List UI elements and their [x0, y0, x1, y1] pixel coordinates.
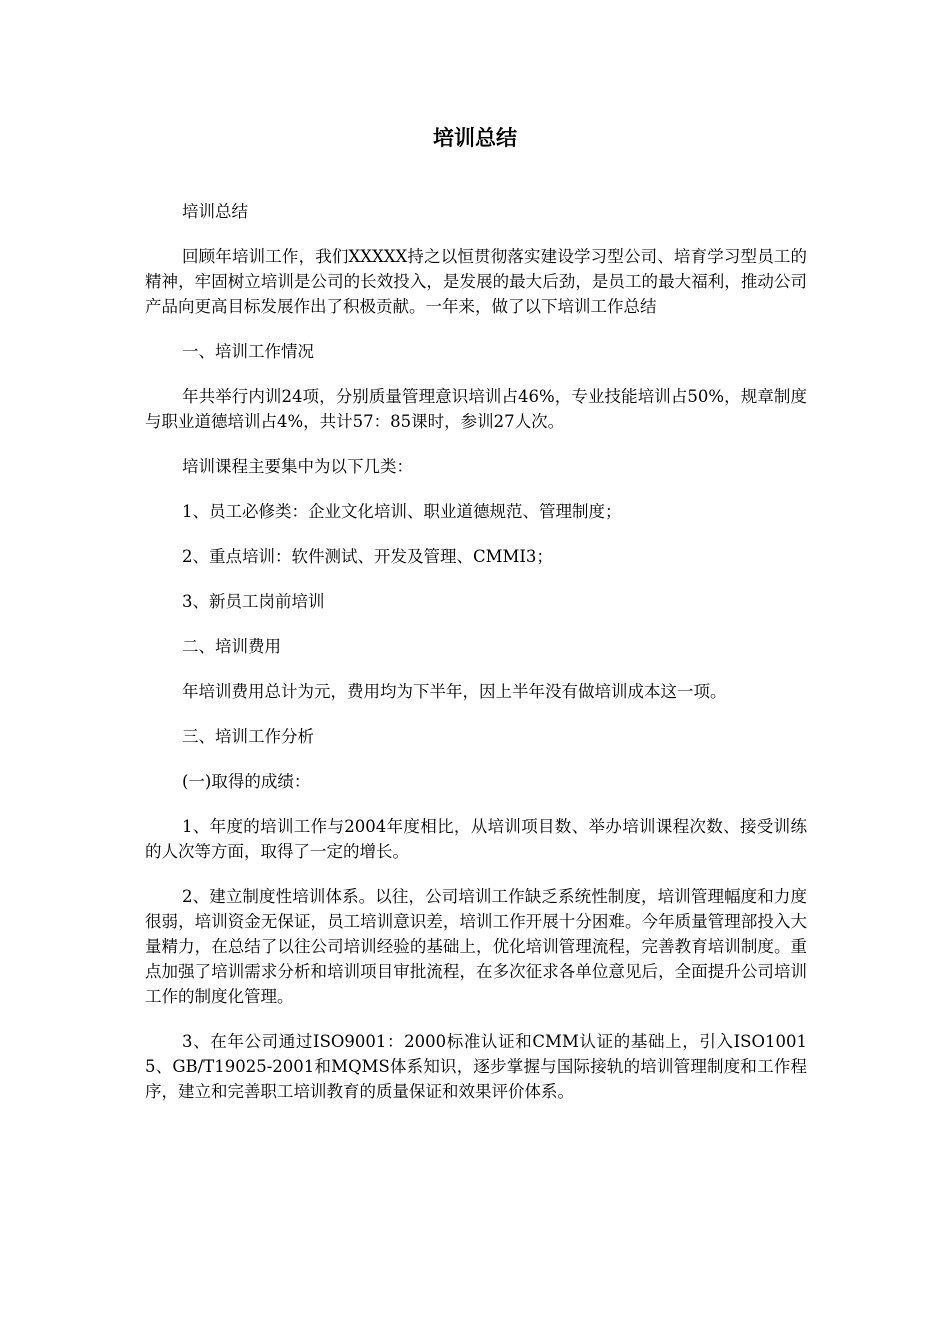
paragraph-cost: 年培训费用总计为元，费用均为下半年，因上半年没有做培训成本这一项。: [182, 682, 727, 701]
section-heading-2: 二、培训费用: [182, 637, 281, 656]
document-title: 培训总结: [433, 126, 517, 150]
paragraph-subtitle: 培训总结: [182, 202, 248, 221]
paragraph-achievement-2: 2、建立制度性培训体系。以往，公司培训工作缺乏系统性制度，培训管理幅度和力度很弱，培训资金无保证，员工培训意识差，培训工作开展十分困难。今年质量管理部投入大量精力，在总结了以往公司培训经验的基础上，优化培训管理流程，完善教育培训制度。重点加强了培训需求分析和培训项目审批流程，在多次征求各单位意见后，全面提升公司培训工作的制度化管理。: [145, 887, 807, 1006]
document-body: [145, 199, 807, 1124]
list-item-key-training: 2、重点培训：软件测试、开发及管理、CMMI3；: [182, 547, 553, 566]
subsection-heading-achievements: (一)取得的成绩：: [182, 772, 311, 791]
section-heading-3: 三、培训工作分析: [182, 727, 314, 746]
list-item-required: 1、员工必修类：企业文化培训、职业道德规范、管理制度；: [182, 502, 622, 521]
paragraph-achievement-1: 1、年度的培训工作与2004年度相比，从培训项目数、举办培训课程次数、接受训练的人次等方面，取得了一定的增长。: [145, 817, 807, 861]
paragraph-training-stats: 年共举行内训24项，分别质量管理意识培训占46%，专业技能培训占50%，规章制度与职业道德培训占4%，共计57：85课时，参训27人次。: [145, 387, 807, 431]
paragraph-achievement-3: 3、在年公司通过ISO9001：2000标准认证和CMM认证的基础上，引入ISO10015、GB/T19025-2001和MQMS体系知识，逐步掌握与国际接轨的培训管理制度和工作程序，建立和完善职工培训教育的质量保证和效果评价体系。: [145, 1032, 807, 1101]
paragraph-course-categories: 培训课程主要集中为以下几类：: [182, 457, 413, 476]
list-item-new-employee: 3、新员工岗前培训: [182, 592, 325, 611]
paragraph-intro: 回顾年培训工作，我们XXXXX持之以恒贯彻落实建设学习型公司、培育学习型员工的精神，牢固树立培训是公司的长效投入，是发展的最大后劲，是员工的最大福利，推动公司产品向更高目标发展作出了积极贡献。一年来，做了以下培训工作总结: [145, 247, 807, 316]
section-heading-1: 一、培训工作情况: [182, 342, 314, 361]
